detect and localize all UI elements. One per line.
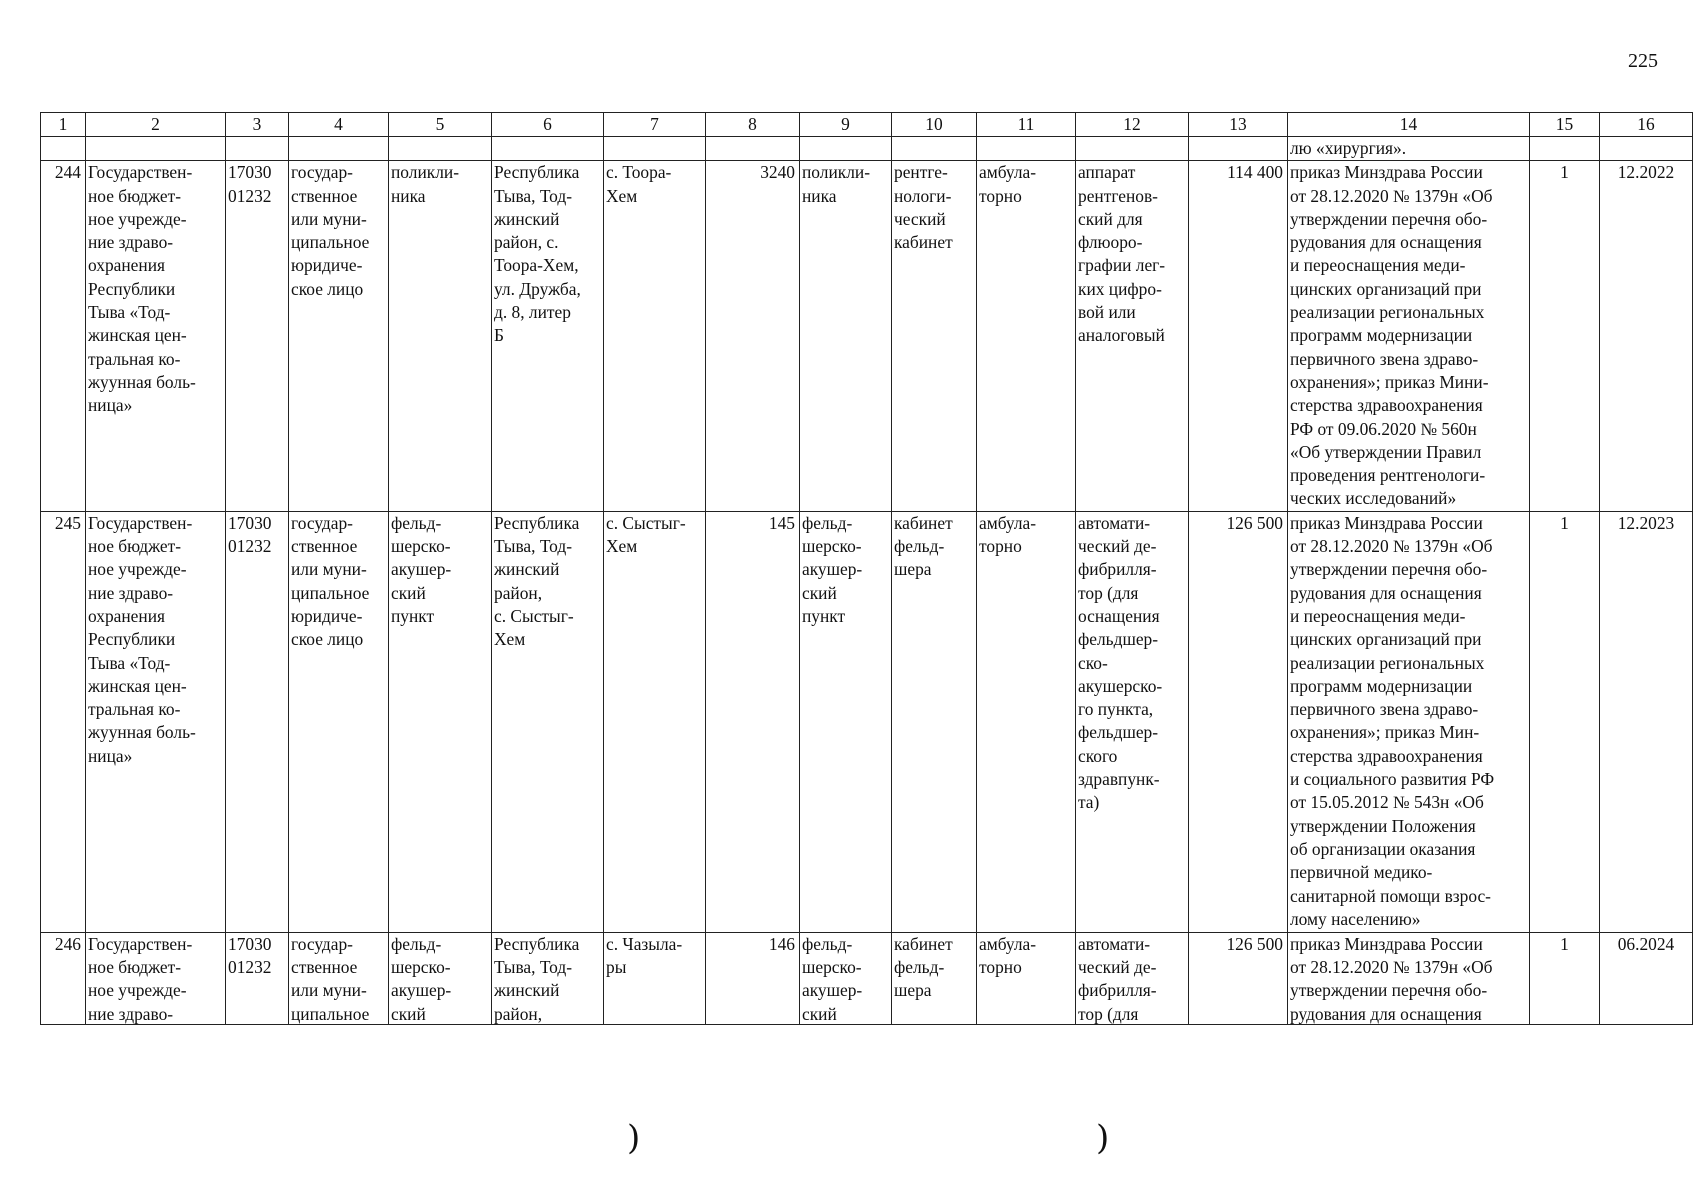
cell-org: [86, 932, 226, 1024]
table-body: [41, 113, 1693, 1025]
table-row: [41, 511, 1693, 932]
column-number: 7: [604, 113, 706, 137]
cell-equip: [1076, 161, 1189, 511]
cell-text: 126 500: [1226, 933, 1283, 954]
cell-text: кабинет фельд- шера: [894, 933, 953, 1001]
cell-unit2: [800, 161, 892, 511]
cell-text: государ- ственное или муни- ципальное юридиче- ское лицо: [291, 162, 370, 299]
cell-pop: [706, 932, 800, 1024]
cell-unit2: [800, 511, 892, 932]
column-number: 13: [1189, 113, 1288, 137]
cell-code: [226, 511, 289, 932]
column-number: 8: [706, 113, 800, 137]
cell-text: 06.2024: [1617, 933, 1675, 954]
cell-n: [41, 161, 86, 511]
cell-text: амбула- торно: [979, 162, 1037, 206]
table-row: [41, 932, 1693, 1024]
cell-text: 1: [1560, 162, 1569, 183]
cell-unit2: [800, 932, 892, 1024]
cell-org: [86, 511, 226, 932]
cell-pop: [706, 161, 800, 511]
cell-text: фельд- шерско- акушер- ский пункт: [391, 512, 452, 626]
cell-org: [86, 161, 226, 511]
cell-text: приказ Минздрава России от 28.12.2020 № 1379н «Об утверждении перечня обо- рудования для оснащения и переоснащения меди- цинских организаций при реализации региональных программ модернизации первичного звена здраво- охранения»; приказ Мини- стерства здравоохранения РФ от 09.06.2020 № 560н «Об утверждении Правил проведения рентгенологи- ческих исследований»: [1290, 162, 1493, 509]
column-number: 6: [492, 113, 604, 137]
continuation-row: [41, 137, 1693, 161]
cell-room: [892, 932, 977, 1024]
cell-basis: [1288, 511, 1530, 932]
cell-room: [892, 161, 977, 511]
cell-text: 126 500: [1226, 512, 1283, 533]
column-number: 16: [1600, 113, 1693, 137]
column-number: 14: [1288, 113, 1530, 137]
cell-text: Республика Тыва, Тод- жинский район, с. Сыстыг- Хем: [494, 512, 580, 650]
cell-text: 1: [1560, 933, 1569, 954]
equipment-table: [40, 112, 1693, 1025]
cell-text: Республика Тыва, Тод- жинский район,: [494, 933, 580, 1024]
cell-text: амбула- торно: [979, 933, 1037, 978]
cell-mode: [977, 511, 1076, 932]
cell-text: автомати- ческий де- фибрилля- тор (для оснащения фельдшер- ско- акушерско- го пункта, фельдшер- ского здравпунк- та): [1078, 512, 1163, 813]
cell-qty: [1530, 161, 1600, 511]
cell-n: [41, 511, 86, 932]
cell-text: государ- ственное или муни- ципальное: [291, 933, 370, 1024]
cell-form: [289, 511, 389, 932]
cell-text: автомати- ческий де- фибрилля- тор (для: [1078, 933, 1157, 1024]
cell-text: поликли- ника: [391, 162, 459, 206]
cell-code: [226, 932, 289, 1024]
cell-addr: [492, 511, 604, 932]
column-number: 9: [800, 113, 892, 137]
cell-text: рентге- нологи- ческий кабинет: [894, 162, 953, 253]
cell-text: 12.2022: [1617, 162, 1675, 183]
column-number: 5: [389, 113, 492, 137]
cell-text: фельд- шерско- акушер- ский: [391, 933, 452, 1024]
cell-qty: [1530, 511, 1600, 932]
cell-text: Государствен- ное бюджет- ное учрежде- ние здраво- охранения Республики Тыва «Тод- жинская цен- тральная ко- жуунная боль- ница»: [88, 512, 196, 766]
cell-text: поликли- ника: [802, 162, 870, 206]
cell-n: [41, 932, 86, 1024]
cell-settl: [604, 932, 706, 1024]
cell-equip: [1076, 932, 1189, 1024]
cell-text: 114 400: [1227, 162, 1283, 183]
scan-mark: ): [627, 1118, 641, 1158]
cell-text: 245: [54, 512, 81, 533]
column-number: 4: [289, 113, 389, 137]
cell-equip: [1076, 511, 1189, 932]
cell-text: кабинет фельд- шера: [894, 512, 953, 580]
column-number: 10: [892, 113, 977, 137]
cell-price: [1189, 161, 1288, 511]
cell-price: [1189, 932, 1288, 1024]
column-number-row: [41, 113, 1693, 137]
cell-text: аппарат рентгенов- ский для флюоро- графии лег- ких цифро- вой или аналоговый: [1078, 162, 1166, 346]
column-number: 1: [41, 113, 86, 137]
cell-mode: [977, 161, 1076, 511]
cell-text: фельд- шерско- акушер- ский: [802, 933, 863, 1024]
cell-text: 3240: [760, 162, 795, 183]
cell-unit: [389, 932, 492, 1024]
cell-text: Государствен- ное бюджет- ное учрежде- ние здраво- охранения Республики Тыва «Тод- жинская цен- тральная ко- жуунная боль- ница»: [88, 162, 196, 416]
cell-settl: [604, 511, 706, 932]
cell-text: приказ Минздрава России от 28.12.2020 № 1379н «Об утверждении перечня обо- рудования для оснащения: [1290, 933, 1493, 1024]
cell-pop: [706, 511, 800, 932]
cell-date: [1600, 511, 1693, 932]
cell-text: 17030 01232: [228, 162, 272, 206]
page-number: 225: [1628, 50, 1658, 72]
cell-settl: [604, 161, 706, 511]
table-row: [41, 161, 1693, 511]
cell-text: фельд- шерско- акушер- ский пункт: [802, 512, 863, 626]
cell-text: государ- ственное или муни- ципальное юридиче- ское лицо: [291, 512, 370, 650]
cell-text: Государствен- ное бюджет- ное учрежде- ние здраво-: [88, 933, 193, 1024]
cell-text: 244: [54, 162, 81, 183]
column-number: 11: [977, 113, 1076, 137]
cell-text: 246: [54, 933, 81, 954]
continuation-text: лю «хирургия».: [1288, 137, 1530, 161]
cell-text: с. Чазыла- ры: [606, 933, 683, 978]
column-number: 15: [1530, 113, 1600, 137]
cell-room: [892, 511, 977, 932]
cell-date: [1600, 932, 1693, 1024]
column-number: 12: [1076, 113, 1189, 137]
cell-text: 12.2023: [1617, 512, 1675, 533]
cell-text: 145: [768, 512, 795, 533]
cell-date: [1600, 161, 1693, 511]
cell-text: 17030 01232: [228, 512, 272, 557]
cell-form: [289, 932, 389, 1024]
cell-basis: [1288, 161, 1530, 511]
cell-qty: [1530, 932, 1600, 1024]
cell-text: 1: [1560, 512, 1569, 533]
cell-form: [289, 161, 389, 511]
cell-basis: [1288, 932, 1530, 1024]
cell-addr: [492, 161, 604, 511]
cell-addr: [492, 932, 604, 1024]
scan-mark: ): [1096, 1118, 1110, 1158]
cell-text: 17030 01232: [228, 933, 272, 978]
cell-text: с. Тоора- Хем: [606, 162, 672, 206]
cell-unit: [389, 161, 492, 511]
cell-text: Республика Тыва, Тод- жинский район, с. Тоора-Хем, ул. Дружба, д. 8, литер Б: [494, 162, 581, 346]
column-number: 2: [86, 113, 226, 137]
cell-text: с. Сыстыг- Хем: [606, 512, 686, 557]
cell-price: [1189, 511, 1288, 932]
cell-text: амбула- торно: [979, 512, 1037, 557]
cell-code: [226, 161, 289, 511]
cell-mode: [977, 932, 1076, 1024]
column-number: 3: [226, 113, 289, 137]
cell-text: 146: [768, 933, 795, 954]
cell-text: приказ Минздрава России от 28.12.2020 № 1379н «Об утверждении перечня обо- рудования для оснащения и переоснащения меди- цинских организаций при реализации региональных программ модернизации первичного звена здраво- охранения»; приказ Мин- стерства здравоохранения и социального развития РФ от 15.05.2012 № 543н «Об утверждении Положения об организации оказания первичной медико- санитарной помощи взрос- лому населению»: [1290, 512, 1495, 929]
cell-unit: [389, 511, 492, 932]
